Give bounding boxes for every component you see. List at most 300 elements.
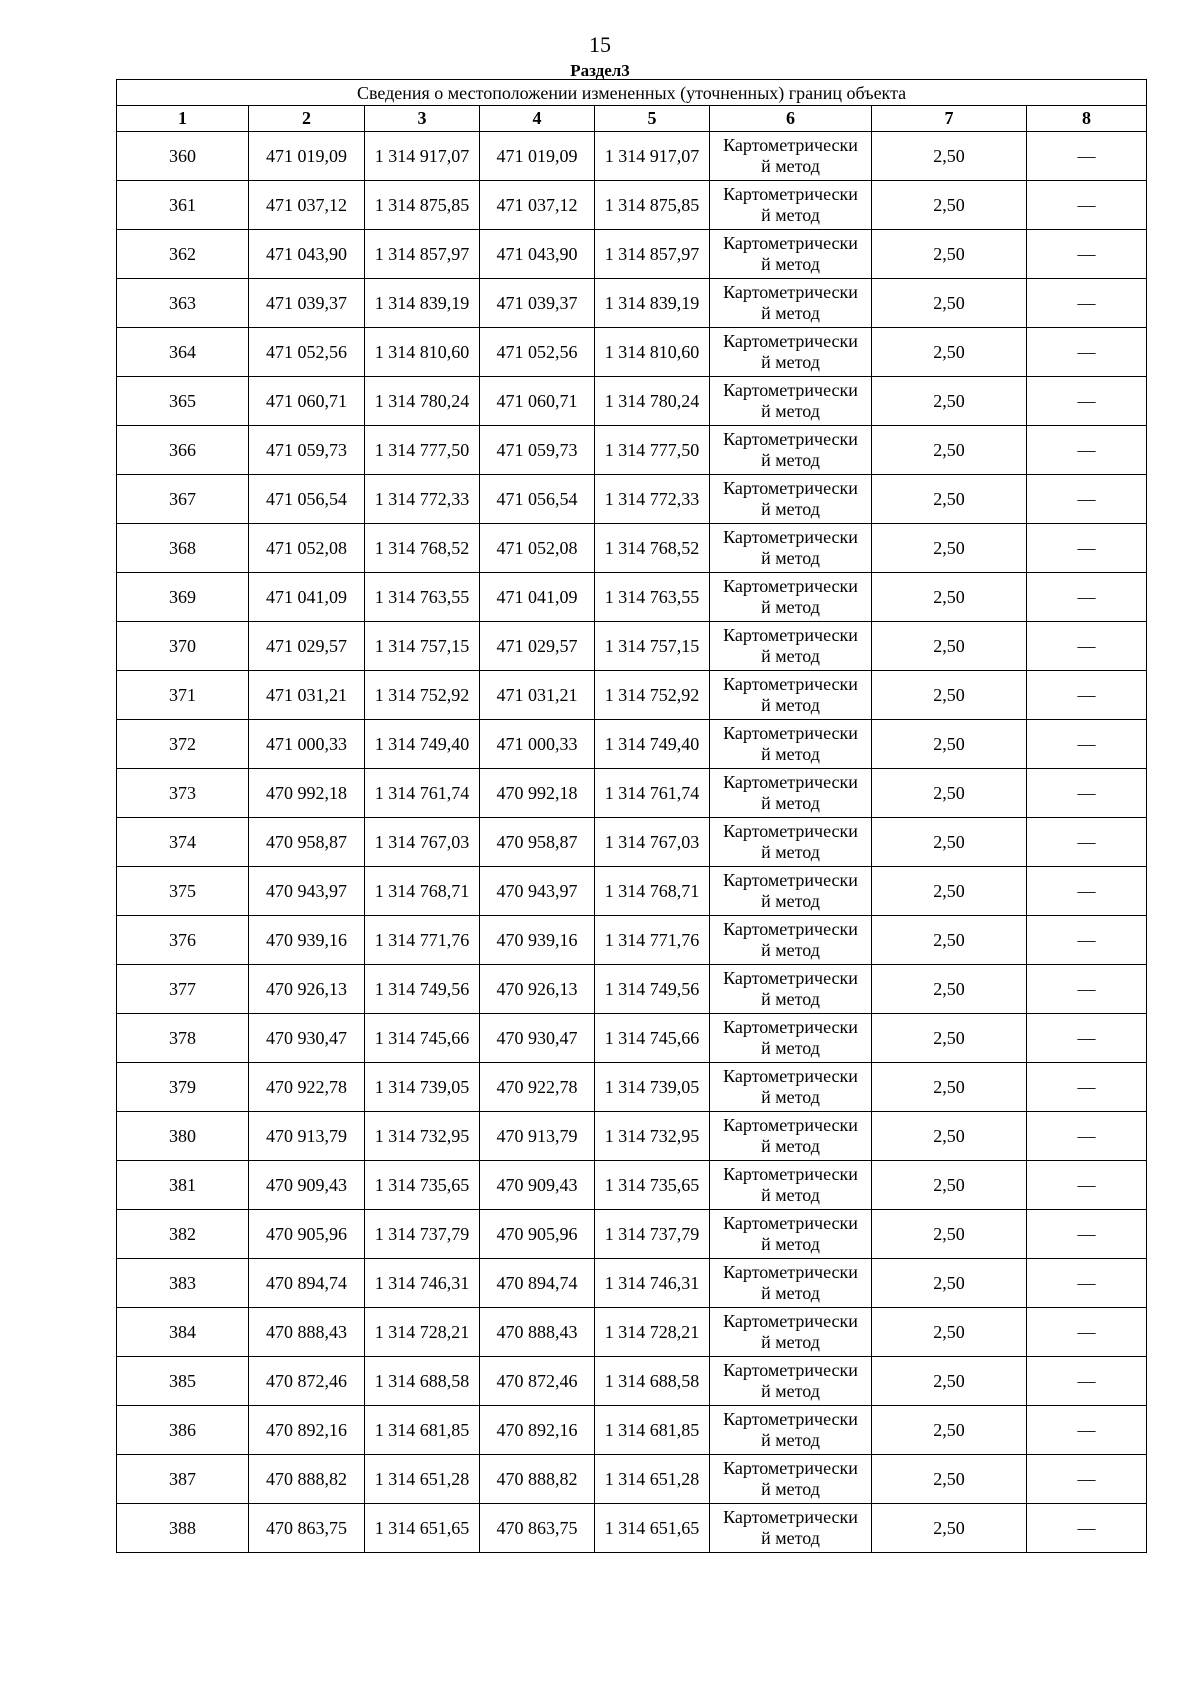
y-coordinate-cell: 1 314 735,65 [365,1161,480,1210]
description-cell: — [1027,1112,1147,1161]
table-row [117,475,1147,524]
method-cell [710,279,872,328]
method-text-line: Картометрически [723,772,858,792]
x-coordinate-cell: 471 031,21 [249,671,365,720]
accuracy-cell: 2,50 [872,1014,1027,1063]
accuracy-cell: 2,50 [872,279,1027,328]
y-coordinate-cell: 1 314 857,97 [365,230,480,279]
x-coordinate-cell: 470 863,75 [480,1504,595,1553]
point-number-cell: 364 [117,328,249,377]
description-cell: — [1027,426,1147,475]
x-coordinate-cell: 470 913,79 [249,1112,365,1161]
description-cell: — [1027,1210,1147,1259]
table-caption: Сведения о местоположении измененных (уточненных) границ объекта [117,80,1147,106]
y-coordinate-cell: 1 314 768,71 [595,867,710,916]
x-coordinate-cell: 470 888,43 [480,1308,595,1357]
method-cell [710,867,872,916]
table-row [117,573,1147,622]
method-cell [710,671,872,720]
method-text-line: Картометрически [723,1066,858,1086]
accuracy-cell: 2,50 [872,181,1027,230]
x-coordinate-cell: 470 930,47 [480,1014,595,1063]
x-coordinate-cell: 470 926,13 [249,965,365,1014]
table-row [117,230,1147,279]
point-number-cell: 367 [117,475,249,524]
point-number-cell: 384 [117,1308,249,1357]
x-coordinate-cell: 470 943,97 [249,867,365,916]
accuracy-cell: 2,50 [872,965,1027,1014]
method-text-line: Картометрически [723,282,858,302]
x-coordinate-cell: 470 939,16 [249,916,365,965]
method-cell [710,1357,872,1406]
table-row [117,1308,1147,1357]
y-coordinate-cell: 1 314 761,74 [365,769,480,818]
y-coordinate-cell: 1 314 752,92 [365,671,480,720]
y-coordinate-cell: 1 314 688,58 [365,1357,480,1406]
y-coordinate-cell: 1 314 681,85 [595,1406,710,1455]
column-number: 1 [117,106,249,132]
method-text-line: Картометрически [723,380,858,400]
method-text-line: Картометрически [723,527,858,547]
x-coordinate-cell: 470 888,82 [480,1455,595,1504]
method-text-line: й метод [761,1038,820,1058]
x-coordinate-cell: 471 000,33 [249,720,365,769]
table-row [117,769,1147,818]
y-coordinate-cell: 1 314 737,79 [365,1210,480,1259]
method-text-line: Картометрически [723,919,858,939]
x-coordinate-cell: 471 043,90 [480,230,595,279]
method-cell [710,720,872,769]
y-coordinate-cell: 1 314 768,52 [365,524,480,573]
y-coordinate-cell: 1 314 917,07 [365,132,480,181]
x-coordinate-cell: 470 930,47 [249,1014,365,1063]
y-coordinate-cell: 1 314 763,55 [365,573,480,622]
table-row [117,1357,1147,1406]
x-coordinate-cell: 470 872,46 [249,1357,365,1406]
x-coordinate-cell: 470 894,74 [249,1259,365,1308]
method-cell [710,1455,872,1504]
description-cell: — [1027,328,1147,377]
description-cell: — [1027,1308,1147,1357]
accuracy-cell: 2,50 [872,132,1027,181]
x-coordinate-cell: 470 992,18 [249,769,365,818]
method-cell [710,377,872,426]
method-text-line: Картометрически [723,1458,858,1478]
method-cell [710,181,872,230]
y-coordinate-cell: 1 314 771,76 [595,916,710,965]
method-text-line: й метод [761,842,820,862]
method-cell [710,426,872,475]
method-text-line: Картометрически [723,1213,858,1233]
x-coordinate-cell: 470 922,78 [249,1063,365,1112]
table-body [117,132,1147,1553]
method-text-line: Картометрически [723,233,858,253]
point-number-cell: 387 [117,1455,249,1504]
method-cell [710,1259,872,1308]
accuracy-cell: 2,50 [872,671,1027,720]
y-coordinate-cell: 1 314 681,85 [365,1406,480,1455]
method-cell [710,524,872,573]
x-coordinate-cell: 471 039,37 [480,279,595,328]
table-row [117,1161,1147,1210]
accuracy-cell: 2,50 [872,1406,1027,1455]
description-cell: — [1027,916,1147,965]
point-number-cell: 365 [117,377,249,426]
y-coordinate-cell: 1 314 857,97 [595,230,710,279]
accuracy-cell: 2,50 [872,1063,1027,1112]
accuracy-cell: 2,50 [872,720,1027,769]
y-coordinate-cell: 1 314 757,15 [595,622,710,671]
point-number-cell: 362 [117,230,249,279]
method-cell [710,1406,872,1455]
table-row [117,622,1147,671]
y-coordinate-cell: 1 314 739,05 [365,1063,480,1112]
x-coordinate-cell: 470 909,43 [249,1161,365,1210]
x-coordinate-cell: 471 000,33 [480,720,595,769]
accuracy-cell: 2,50 [872,573,1027,622]
accuracy-cell: 2,50 [872,818,1027,867]
x-coordinate-cell: 470 905,96 [480,1210,595,1259]
method-text-line: й метод [761,450,820,470]
y-coordinate-cell: 1 314 732,95 [365,1112,480,1161]
method-text-line: й метод [761,156,820,176]
method-text-line: й метод [761,1136,820,1156]
description-cell: — [1027,720,1147,769]
point-number-cell: 376 [117,916,249,965]
description-cell: — [1027,524,1147,573]
x-coordinate-cell: 471 039,37 [249,279,365,328]
accuracy-cell: 2,50 [872,1210,1027,1259]
description-cell: — [1027,818,1147,867]
method-cell [710,230,872,279]
x-coordinate-cell: 471 059,73 [480,426,595,475]
y-coordinate-cell: 1 314 651,28 [365,1455,480,1504]
x-coordinate-cell: 471 041,09 [480,573,595,622]
table-row [117,524,1147,573]
x-coordinate-cell: 470 894,74 [480,1259,595,1308]
method-text-line: Картометрически [723,135,858,155]
point-number-cell: 375 [117,867,249,916]
y-coordinate-cell: 1 314 749,56 [595,965,710,1014]
y-coordinate-cell: 1 314 651,65 [595,1504,710,1553]
accuracy-cell: 2,50 [872,230,1027,279]
point-number-cell: 360 [117,132,249,181]
method-text-line: Картометрически [723,1262,858,1282]
description-cell: — [1027,1357,1147,1406]
method-cell [710,769,872,818]
x-coordinate-cell: 470 913,79 [480,1112,595,1161]
x-coordinate-cell: 471 037,12 [249,181,365,230]
description-cell: — [1027,965,1147,1014]
method-text-line: Картометрически [723,331,858,351]
method-cell [710,818,872,867]
accuracy-cell: 2,50 [872,1259,1027,1308]
accuracy-cell: 2,50 [872,475,1027,524]
column-number: 4 [480,106,595,132]
method-cell [710,1161,872,1210]
point-number-cell: 370 [117,622,249,671]
method-text-line: Картометрически [723,1017,858,1037]
point-number-cell: 374 [117,818,249,867]
accuracy-cell: 2,50 [872,916,1027,965]
table-row [117,1063,1147,1112]
method-text-line: й метод [761,254,820,274]
accuracy-cell: 2,50 [872,1455,1027,1504]
y-coordinate-cell: 1 314 761,74 [595,769,710,818]
method-text-line: й метод [761,352,820,372]
method-text-line: й метод [761,548,820,568]
y-coordinate-cell: 1 314 771,76 [365,916,480,965]
x-coordinate-cell: 471 043,90 [249,230,365,279]
y-coordinate-cell: 1 314 772,33 [595,475,710,524]
method-cell [710,1014,872,1063]
x-coordinate-cell: 470 872,46 [480,1357,595,1406]
y-coordinate-cell: 1 314 777,50 [365,426,480,475]
x-coordinate-cell: 471 019,09 [249,132,365,181]
point-number-cell: 383 [117,1259,249,1308]
description-cell: — [1027,769,1147,818]
x-coordinate-cell: 471 052,08 [249,524,365,573]
method-text-line: Картометрически [723,576,858,596]
y-coordinate-cell: 1 314 777,50 [595,426,710,475]
point-number-cell: 386 [117,1406,249,1455]
y-coordinate-cell: 1 314 810,60 [365,328,480,377]
point-number-cell: 378 [117,1014,249,1063]
y-coordinate-cell: 1 314 745,66 [595,1014,710,1063]
column-number: 5 [595,106,710,132]
y-coordinate-cell: 1 314 746,31 [365,1259,480,1308]
point-number-cell: 377 [117,965,249,1014]
x-coordinate-cell: 471 060,71 [249,377,365,426]
method-text-line: Картометрически [723,184,858,204]
column-number: 7 [872,106,1027,132]
method-text-line: й метод [761,499,820,519]
description-cell: — [1027,1161,1147,1210]
description-cell: — [1027,1063,1147,1112]
y-coordinate-cell: 1 314 810,60 [595,328,710,377]
description-cell: — [1027,377,1147,426]
y-coordinate-cell: 1 314 732,95 [595,1112,710,1161]
method-text-line: Картометрически [723,1164,858,1184]
method-cell [710,622,872,671]
y-coordinate-cell: 1 314 728,21 [365,1308,480,1357]
y-coordinate-cell: 1 314 737,79 [595,1210,710,1259]
x-coordinate-cell: 470 922,78 [480,1063,595,1112]
point-number-cell: 380 [117,1112,249,1161]
y-coordinate-cell: 1 314 745,66 [365,1014,480,1063]
method-text-line: Картометрически [723,723,858,743]
point-number-cell: 366 [117,426,249,475]
table-row [117,377,1147,426]
column-number: 2 [249,106,365,132]
section-title: Раздел3 [570,61,630,80]
method-cell [710,1063,872,1112]
x-coordinate-cell: 471 019,09 [480,132,595,181]
column-number: 6 [710,106,872,132]
point-number-cell: 388 [117,1504,249,1553]
x-coordinate-cell: 471 060,71 [480,377,595,426]
x-coordinate-cell: 470 888,82 [249,1455,365,1504]
method-text-line: й метод [761,303,820,323]
table-row [117,426,1147,475]
x-coordinate-cell: 471 037,12 [480,181,595,230]
y-coordinate-cell: 1 314 757,15 [365,622,480,671]
accuracy-cell: 2,50 [872,524,1027,573]
method-text-line: й метод [761,205,820,225]
x-coordinate-cell: 471 052,08 [480,524,595,573]
method-text-line: й метод [761,989,820,1009]
x-coordinate-cell: 470 905,96 [249,1210,365,1259]
point-number-cell: 382 [117,1210,249,1259]
column-number: 8 [1027,106,1147,132]
y-coordinate-cell: 1 314 763,55 [595,573,710,622]
method-text-line: й метод [761,1087,820,1107]
table-row [117,328,1147,377]
x-coordinate-cell: 471 059,73 [249,426,365,475]
accuracy-cell: 2,50 [872,1112,1027,1161]
description-cell: — [1027,671,1147,720]
method-text-line: Картометрически [723,478,858,498]
point-number-cell: 381 [117,1161,249,1210]
method-text-line: Картометрически [723,1409,858,1429]
method-text-line: й метод [761,1479,820,1499]
y-coordinate-cell: 1 314 767,03 [365,818,480,867]
column-number-row [117,106,1147,132]
x-coordinate-cell: 471 029,57 [249,622,365,671]
description-cell: — [1027,1504,1147,1553]
method-text-line: й метод [761,1234,820,1254]
method-text-line: й метод [761,646,820,666]
x-coordinate-cell: 470 892,16 [249,1406,365,1455]
point-number-cell: 371 [117,671,249,720]
x-coordinate-cell: 471 052,56 [249,328,365,377]
table-row [117,132,1147,181]
method-text-line: Картометрически [723,1507,858,1527]
x-coordinate-cell: 470 992,18 [480,769,595,818]
accuracy-cell: 2,50 [872,1504,1027,1553]
y-coordinate-cell: 1 314 780,24 [595,377,710,426]
point-number-cell: 363 [117,279,249,328]
y-coordinate-cell: 1 314 875,85 [365,181,480,230]
y-coordinate-cell: 1 314 767,03 [595,818,710,867]
method-cell [710,965,872,1014]
method-cell [710,573,872,622]
table-row [117,1210,1147,1259]
y-coordinate-cell: 1 314 749,40 [365,720,480,769]
accuracy-cell: 2,50 [872,1161,1027,1210]
table-row [117,671,1147,720]
method-text-line: й метод [761,597,820,617]
table-row [117,965,1147,1014]
method-text-line: й метод [761,401,820,421]
method-cell [710,328,872,377]
point-number-cell: 385 [117,1357,249,1406]
x-coordinate-cell: 470 888,43 [249,1308,365,1357]
method-text-line: Картометрически [723,429,858,449]
y-coordinate-cell: 1 314 651,28 [595,1455,710,1504]
method-text-line: Картометрически [723,821,858,841]
y-coordinate-cell: 1 314 735,65 [595,1161,710,1210]
y-coordinate-cell: 1 314 772,33 [365,475,480,524]
y-coordinate-cell: 1 314 875,85 [595,181,710,230]
y-coordinate-cell: 1 314 839,19 [365,279,480,328]
x-coordinate-cell: 470 863,75 [249,1504,365,1553]
method-cell [710,916,872,965]
table-row [117,1504,1147,1553]
table-row [117,720,1147,769]
accuracy-cell: 2,50 [872,426,1027,475]
method-cell [710,475,872,524]
method-cell [710,1112,872,1161]
method-text-line: й метод [761,940,820,960]
method-text-line: Картометрически [723,1360,858,1380]
y-coordinate-cell: 1 314 768,52 [595,524,710,573]
method-text-line: й метод [761,744,820,764]
method-text-line: й метод [761,1283,820,1303]
description-cell: — [1027,181,1147,230]
method-text-line: й метод [761,1332,820,1352]
point-number-cell: 368 [117,524,249,573]
description-cell: — [1027,279,1147,328]
y-coordinate-cell: 1 314 780,24 [365,377,480,426]
accuracy-cell: 2,50 [872,622,1027,671]
method-text-line: й метод [761,1430,820,1450]
method-cell [710,132,872,181]
point-number-cell: 369 [117,573,249,622]
x-coordinate-cell: 471 031,21 [480,671,595,720]
x-coordinate-cell: 470 892,16 [480,1406,595,1455]
table-row [117,279,1147,328]
point-number-cell: 361 [117,181,249,230]
accuracy-cell: 2,50 [872,1357,1027,1406]
point-number-cell: 379 [117,1063,249,1112]
method-text-line: й метод [761,891,820,911]
method-cell [710,1504,872,1553]
method-text-line: Картометрически [723,674,858,694]
method-text-line: й метод [761,695,820,715]
x-coordinate-cell: 470 926,13 [480,965,595,1014]
method-cell [710,1210,872,1259]
method-cell [710,1308,872,1357]
table-row [117,1406,1147,1455]
description-cell: — [1027,1259,1147,1308]
method-text-line: й метод [761,793,820,813]
table-row [117,916,1147,965]
x-coordinate-cell: 471 052,56 [480,328,595,377]
y-coordinate-cell: 1 314 752,92 [595,671,710,720]
y-coordinate-cell: 1 314 768,71 [365,867,480,916]
y-coordinate-cell: 1 314 651,65 [365,1504,480,1553]
method-text-line: й метод [761,1185,820,1205]
method-text-line: й метод [761,1528,820,1548]
x-coordinate-cell: 470 909,43 [480,1161,595,1210]
description-cell: — [1027,132,1147,181]
x-coordinate-cell: 471 056,54 [249,475,365,524]
description-cell: — [1027,1406,1147,1455]
description-cell: — [1027,573,1147,622]
x-coordinate-cell: 470 943,97 [480,867,595,916]
method-text-line: Картометрически [723,870,858,890]
method-text-line: Картометрически [723,968,858,988]
x-coordinate-cell: 470 958,87 [249,818,365,867]
x-coordinate-cell: 471 029,57 [480,622,595,671]
description-cell: — [1027,475,1147,524]
accuracy-cell: 2,50 [872,328,1027,377]
table-row [117,818,1147,867]
accuracy-cell: 2,50 [872,867,1027,916]
table-row [117,867,1147,916]
boundary-coordinates-table [116,79,1147,1553]
